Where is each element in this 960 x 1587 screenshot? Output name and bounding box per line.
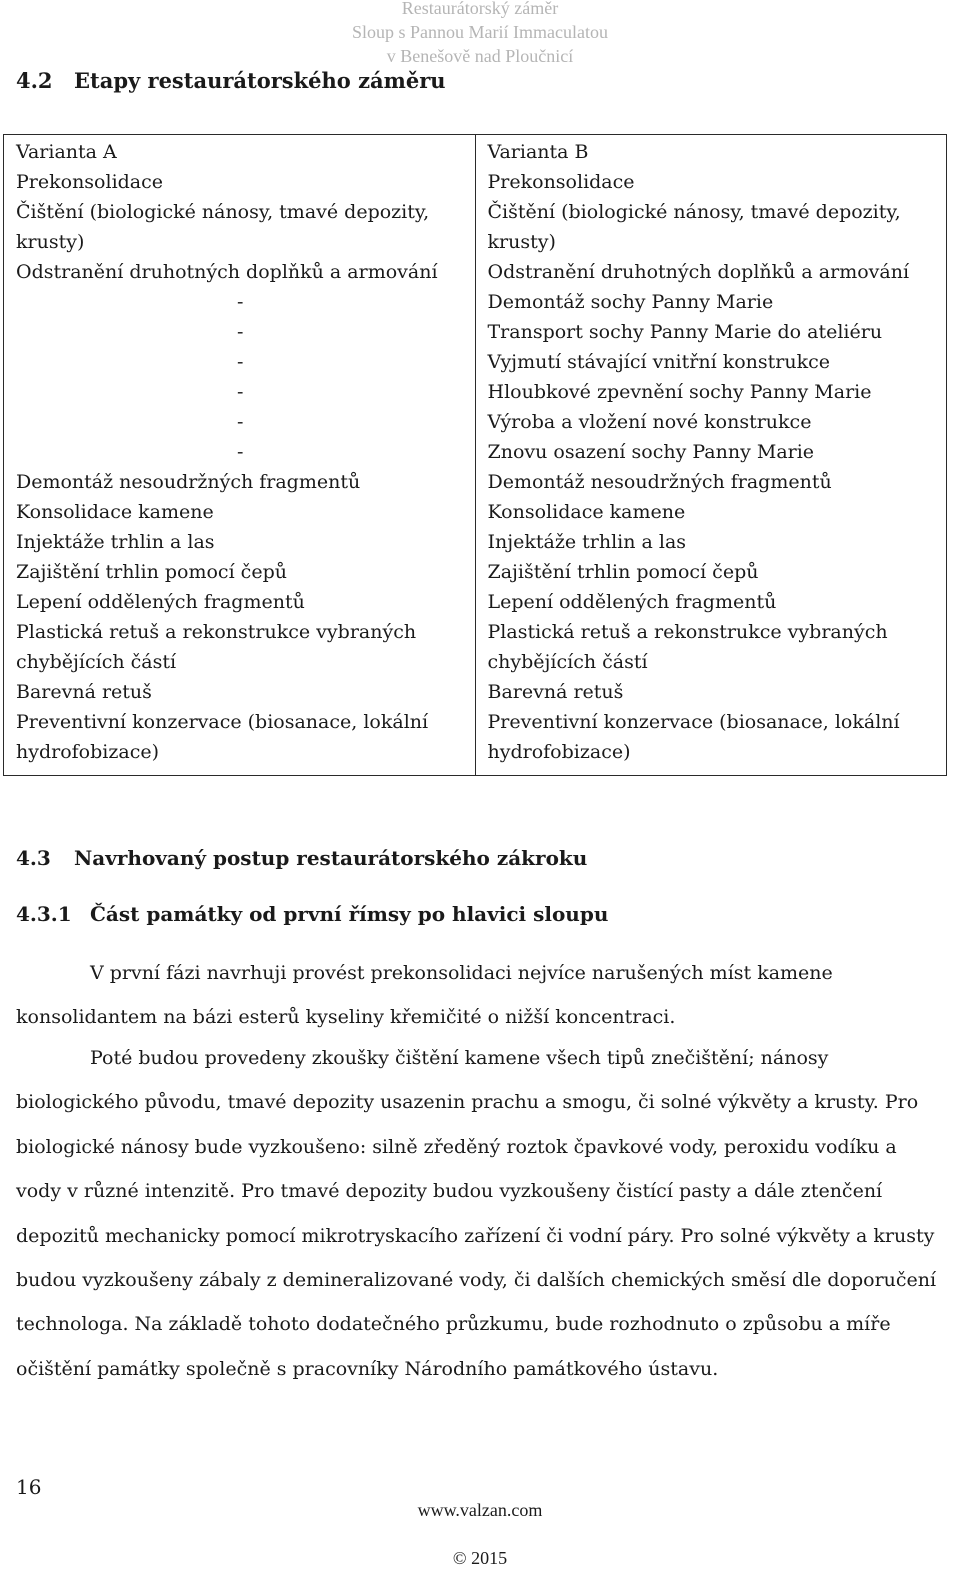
table-cell: Plastická retuš a rekonstrukce vybraných chybějících částí — [487, 621, 888, 673]
table-cell: Vyjmutí stávající vnitřní konstrukce — [487, 351, 830, 373]
section-heading-4-3 — [16, 846, 587, 870]
table-cell: Odstranění druhotných doplňků a armování — [487, 261, 910, 283]
table-cell: Injektáže trhlin a las — [16, 531, 215, 553]
header-line-3: v Benešově nad Ploučnicí — [386, 46, 574, 66]
paragraph-prekonsolidace: V první fázi navrhuji provést prekonsolidaci nejvíce narušených míst kamene konsolidantem na bázi esterů kyseliny křemičité o nižší koncentraci. — [16, 962, 833, 1029]
table-cell: Lepení oddělených fragmentů — [16, 591, 305, 613]
footer-copyright: © 2015 — [452, 1548, 508, 1568]
footer-website: www.valzan.com — [417, 1500, 543, 1520]
table-cell: Čištění (biologické nánosy, tmavé depozity, krusty) — [16, 201, 430, 253]
table-cell: Lepení oddělených fragmentů — [487, 591, 777, 613]
section-number: 4.3.1 — [16, 902, 72, 926]
table-cell: Varianta B — [487, 141, 589, 163]
table-cell: Prekonsolidace — [16, 171, 164, 193]
table-cell-empty: - — [237, 381, 244, 403]
table-cell: Transport sochy Panny Marie do ateliéru — [487, 321, 883, 343]
table-cell: Konsolidace kamene — [16, 501, 214, 523]
table-row — [4, 135, 947, 776]
table-cell: Injektáže trhlin a las — [487, 531, 687, 553]
page-number: 16 — [16, 1475, 42, 1499]
table-cell: Plastická retuš a rekonstrukce vybraných chybějících částí — [16, 621, 417, 673]
table-cell: Konsolidace kamene — [487, 501, 686, 523]
section-heading-4-3-1 — [16, 902, 608, 926]
table-cell: Preventivní konzervace (biosanace, lokální hydrofobizace) — [487, 711, 900, 763]
stages-table — [3, 134, 947, 776]
table-cell-empty: - — [237, 411, 244, 433]
table-cell: Zajištění trhlin pomocí čepů — [487, 561, 759, 583]
table-cell: Čištění (biologické nánosy, tmavé depozity, krusty) — [487, 201, 901, 253]
header-line-1: Restaurátorský záměr — [401, 0, 559, 18]
table-cell: Výroba a vložení nové konstrukce — [487, 411, 812, 433]
table-cell: Demontáž nesoudržných fragmentů — [16, 471, 361, 493]
section-number: 4.3 — [16, 846, 51, 870]
table-cell-empty: - — [237, 441, 244, 463]
section-heading-4-2 — [16, 68, 446, 93]
table-cell: Varianta A — [16, 141, 117, 163]
table-cell: Znovu osazení sochy Panny Marie — [487, 441, 815, 463]
table-cell-empty: - — [237, 321, 244, 343]
table-cell: Hloubkové zpevnění sochy Panny Marie — [487, 381, 872, 403]
section-number: 4.2 — [16, 68, 53, 93]
table-cell-empty: - — [237, 351, 244, 373]
table-cell: Demontáž sochy Panny Marie — [487, 291, 774, 313]
table-cell: Zajištění trhlin pomocí čepů — [16, 561, 287, 583]
table-cell: Demontáž nesoudržných fragmentů — [487, 471, 832, 493]
table-cell: Barevná retuš — [16, 681, 152, 703]
table-cell-empty: - — [237, 291, 244, 313]
section-title: Etapy restaurátorského záměru — [74, 68, 446, 93]
table-cell: Barevná retuš — [487, 681, 624, 703]
table-cell: Preventivní konzervace (biosanace, lokální hydrofobizace) — [16, 711, 429, 763]
running-header — [320, 0, 640, 68]
section-title: Navrhovaný postup restaurátorského zákroku — [74, 846, 588, 870]
variant-a-column — [4, 135, 476, 776]
paragraph-cisteni: Poté budou provedeny zkoušky čištění kamene všech tipů znečištění; nánosy biologického původu, tmavé depozity usazenin prachu a smogu, či solné výkvěty a krusty. Pro biologické nánosy bude vyzkoušeno: silně zředěný roztok čpavkové vody, peroxidu vodíku a vody v různé intenzitě. Pro tmavé depozity budou vyzkoušeny čistící pasty a dále ztenčení depozitů mechanicky pomocí mikrotryskacího zařízení či vodní páry. Pro solné výkvěty a krusty budou vyzkoušeny zábaly z demineralizované vody, či dalších chemických směsí dle doporučení technologa. Na základě tohoto dodatečného průzkumu, bude rozhodnuto o způsobu a míře očištění památky společně s pracovníky Národního památkového ústavu. — [16, 1047, 937, 1380]
variant-b-column — [475, 135, 947, 776]
table-cell: Odstranění druhotných doplňků a armování — [16, 261, 438, 283]
table-cell: Prekonsolidace — [487, 171, 635, 193]
header-line-2: Sloup s Pannou Marií Immaculatou — [352, 22, 608, 42]
section-title: Část památky od první římsy po hlavici sloupu — [90, 902, 609, 926]
